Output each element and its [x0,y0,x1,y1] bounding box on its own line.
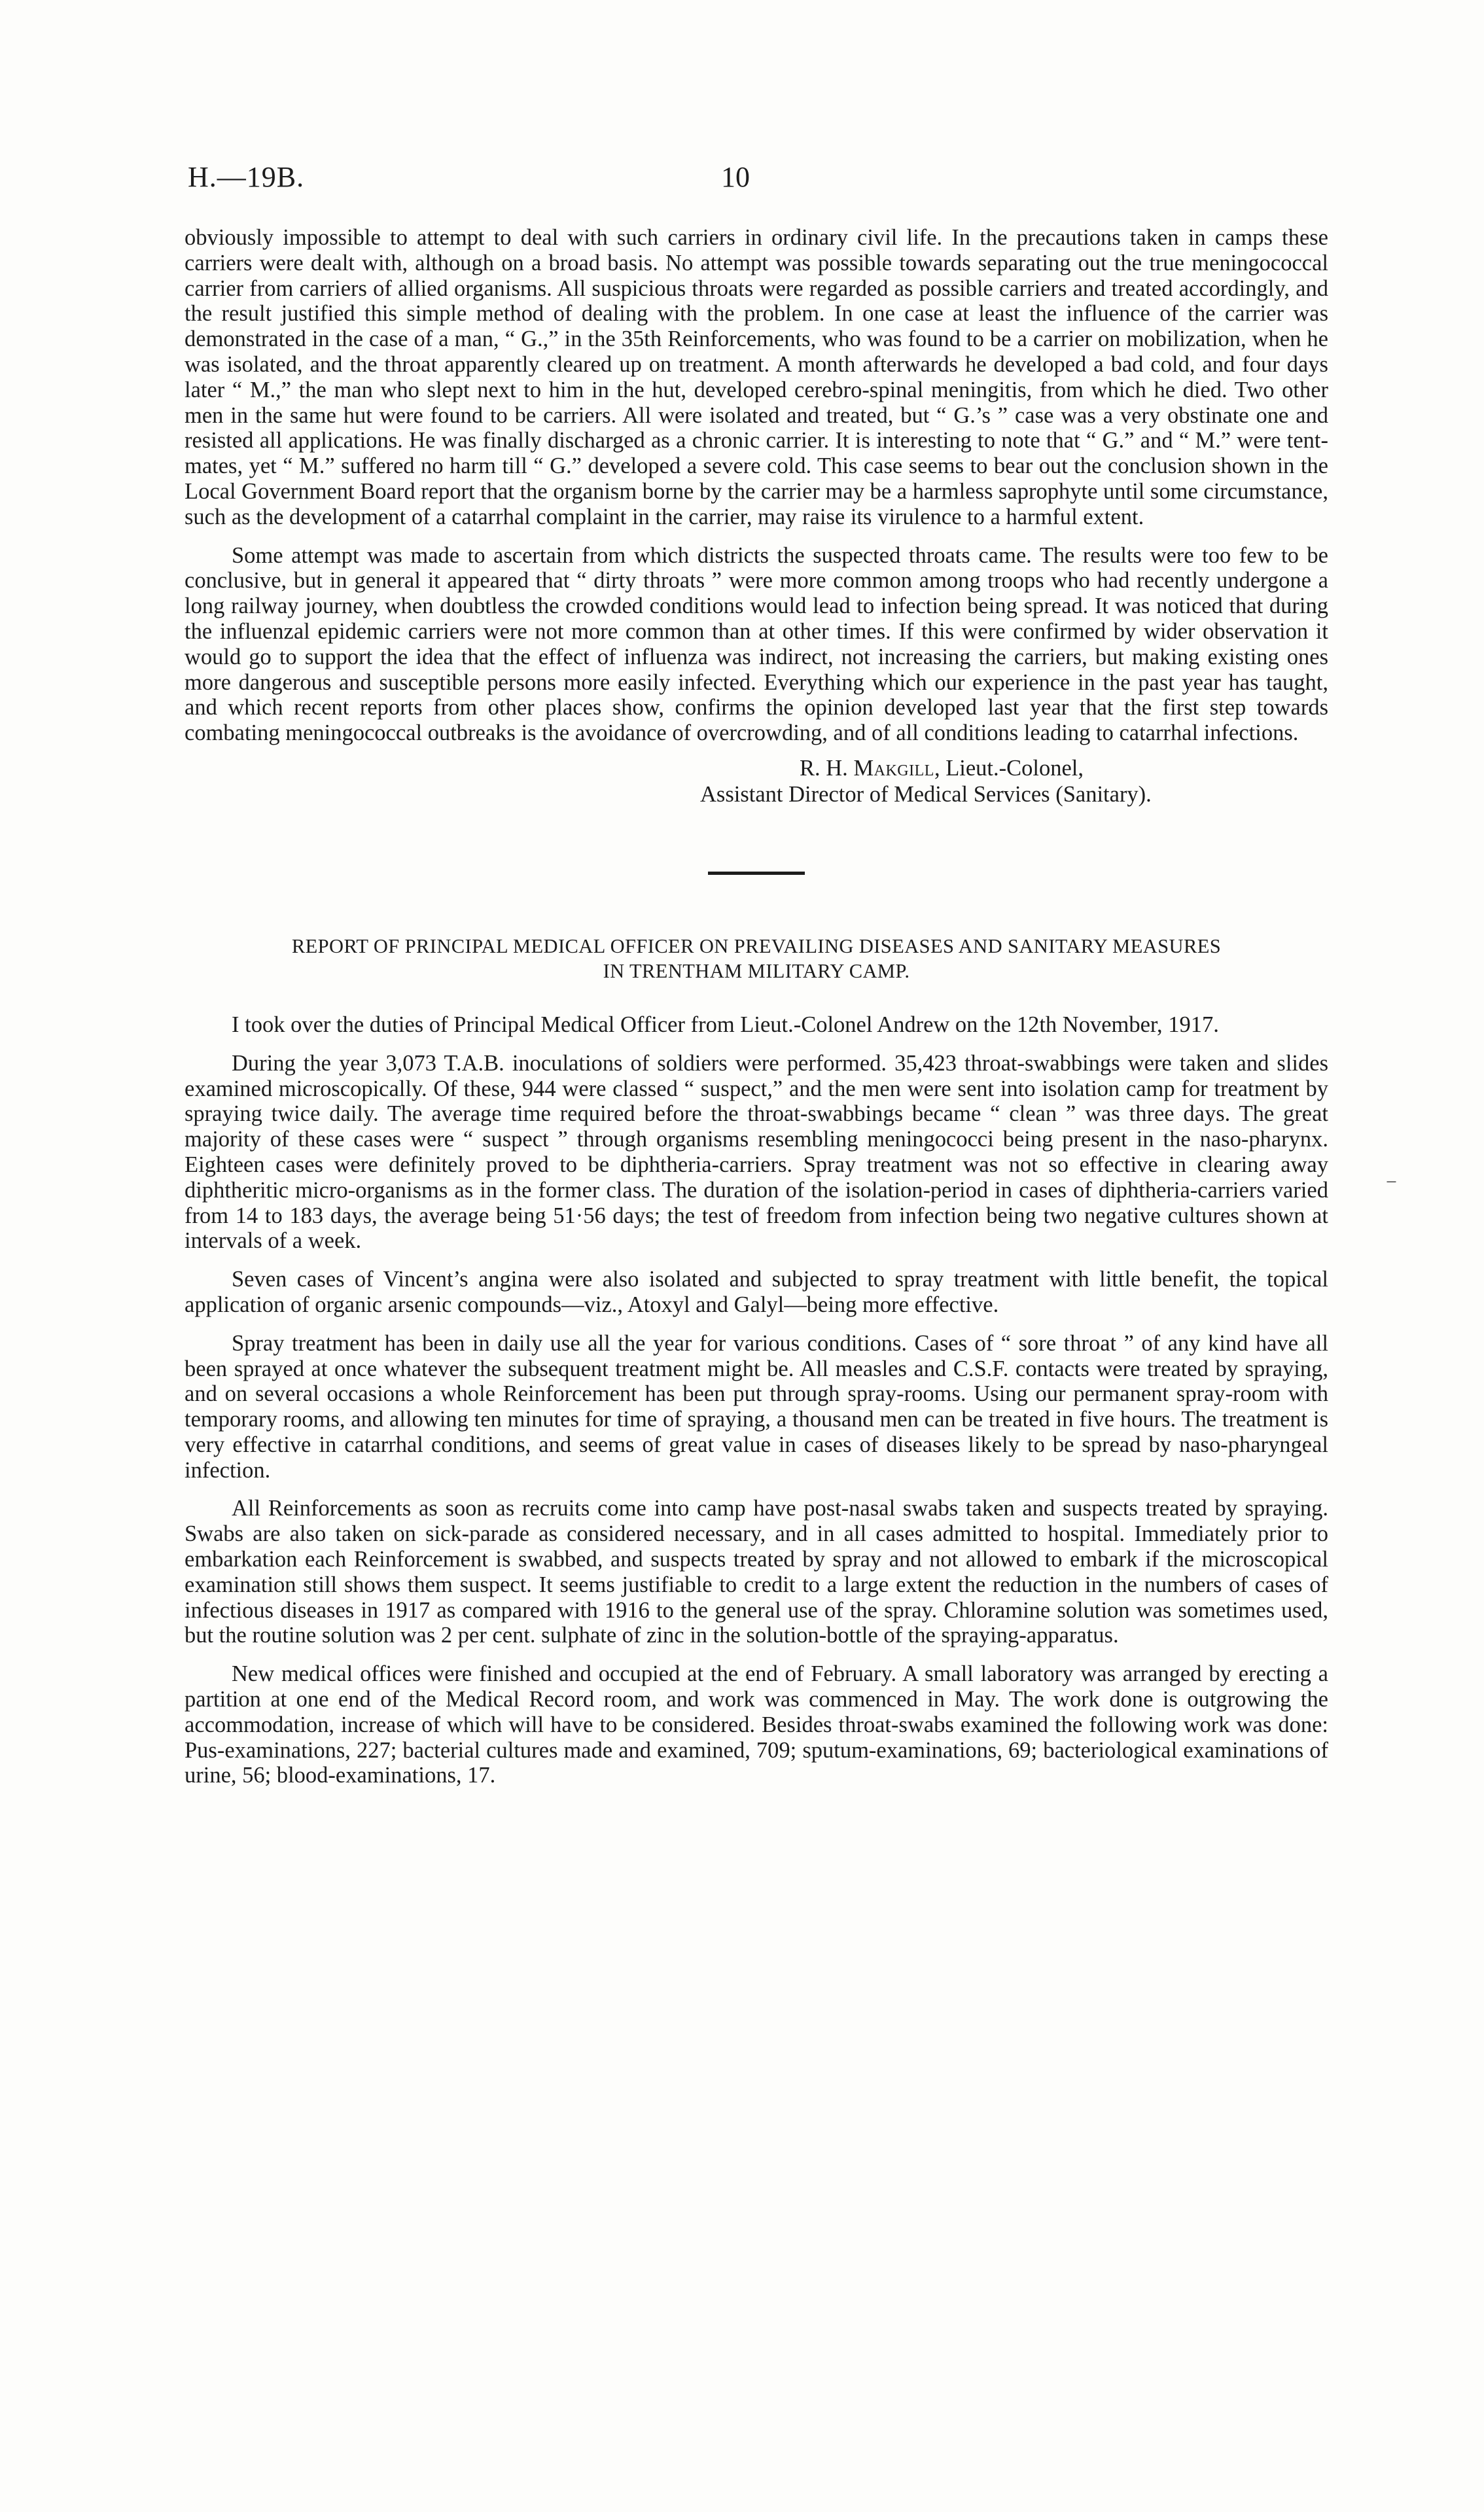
signature-initials: R. H. [800,755,848,781]
signature-title: Assistant Director of Medical Services (Sanitary). [700,781,1152,807]
report-heading-line-1: REPORT OF PRINCIPAL MEDICAL OFFICER ON PREVAILING DISEASES AND SANITARY MEASURES [291,934,1222,957]
margin-mark: − [1386,1171,1397,1193]
report-paragraph-3: Seven cases of Vincent’s angina were also isolated and subjected to spray treatment with little benefit, the topical application of organic arsenic compounds—viz., Atoxyl and Galyl—being more effective. [185,1267,1328,1317]
signature-block [185,755,1328,807]
signature-rank: , Lieut.-Colonel, [934,755,1084,781]
report-heading-line-2: IN TRENTHAM MILITARY CAMP. [603,959,910,982]
report-heading [185,934,1328,983]
page-body [185,225,1328,1788]
report-paragraph-5: All Reinforcements as soon as recruits come into camp have post-nasal swabs taken and suspects treated by spraying. Swabs are also taken on sick-parade as considered necessary, and in all cases admitted to hospital. Immediately prior to embarkation each Reinforcement is swabbed, and suspects treated by spray and not allowed to embark if the microscopical examination still shows them suspect. It seems justifiable to credit to a large extent the reduction in the numbers of cases of infectious diseases in 1917 as compared with 1916 to the general use of the spray. Chloramine solution was sometimes used, but the routine solution was 2 per cent. sulphate of zinc in the solution-bottle of the spraying-apparatus. [185,1496,1328,1648]
signature-surname: Makgill [853,755,934,781]
continued-paragraph-1: obviously impossible to attempt to deal with such carriers in ordinary civil life. In the precautions taken in camps these carriers were dealt with, although on a broad basis. No attempt was possible towards separating out the true meningococcal carrier from carriers of allied organisms. All suspicious throats were regarded as possible carriers and treated accordingly, and the result justified this simple method of dealing with the problem. In one case at least the influence of the carrier was demonstrated in the case of a man, “ G.,” in the 35th Reinforcements, who was found to be a carrier on mobilization, when he was isolated, and the throat apparently cleared up on treatment. A month afterwards he developed a bad cold, and four days later “ M.,” the man who slept next to him in the hut, developed cerebro-spinal meningitis, from which he died. Two other men in the same hut were found to be carriers. All were isolated and treated, but “ G.’s ” case was a very obstinate one and resisted all applications. He was finally discharged as a chronic carrier. It is interesting to note that “ G.” and “ M.” were tent-mates, yet “ M.” suffered no harm till “ G.” developed a severe cold. This case seems to bear out the conclusion shown in the Local Government Board report that the organism borne by the carrier may be a harmless saprophyte until some circumstance, such as the development of a catarrhal complaint in the carrier, may raise its virulence to a harmful extent. [185,225,1328,529]
continued-paragraph-2: Some attempt was made to ascertain from which districts the suspected throats came. The results were too few to be conclusive, but in general it appeared that “ dirty throats ” were more common among troops who had recently undergone a long railway journey, when doubtless the crowded conditions would lead to infection being spread. It was noticed that during the influenzal epidemic carriers were not more common than at other times. If this were confirmed by wider observation it would go to support the idea that the effect of influenza was indirect, not increasing the carriers, but making existing ones more dangerous and susceptible persons more easily infected. Everything which our experience in the past year has taught, and which recent reports from other places show, confirms the opinion developed last year that the first step towards combating meningococcal outbreaks is the avoidance of overcrowding, and of all conditions leading to catarrhal infections. [185,542,1328,746]
report-paragraph-2: During the year 3,073 T.A.B. inoculations of soldiers were performed. 35,423 throat-swabbings were taken and slides examined microscopically. Of these, 944 were classed “ suspect,” and the men were sent into isolation camp for treatment by spraying twice daily. The average time required before the throat-swabbings became “ clean ” was three days. The great majority of these cases were “ suspect ” through organisms resembling meningococci being present in the naso-pharynx. Eighteen cases were definitely proved to be diphtheria-carriers. Spray treatment was not so effective in clearing away diphtheritic micro-organisms as in the former class. The duration of the isolation-period in cases of diphtheria-carriers varied from 14 to 183 days, the average being 51·56 days; the test of freedom from infection being two negative cultures shown at intervals of a week. [185,1050,1328,1254]
document-reference: H.—19B. [188,161,305,193]
report-paragraph-4: Spray treatment has been in daily use all the year for various conditions. Cases of “ sore throat ” of any kind have all been sprayed at once whatever the subsequent treatment might be. All measles and C.S.F. contacts were treated by spraying, and on several occasions a whole Reinforcement has been put through spray-rooms. Using our permanent spray-room with temporary rooms, and allowing ten minutes for time of spraying, a thousand men can be treated in five hours. The treatment is very effective in catarrhal conditions, and seems of great value in cases of diseases likely to be spread by naso-pharyngeal infection. [185,1330,1328,1483]
report-paragraph-1: I took over the duties of Principal Medical Officer from Lieut.-Colonel Andrew on the 12th November, 1917. [232,1012,1219,1037]
signature-name-line [185,755,1328,781]
page-number: 10 [721,161,750,193]
section-divider [708,872,805,875]
report-paragraph-6: New medical offices were finished and occupied at the end of February. A small laboratory was arranged by erecting a partition at one end of the Medical Record room, and work was commenced in May. The work done is outgrowing the accommodation, increase of which will have to be considered. Besides throat-swabs examined the following work was done: Pus-examinations, 227; bacterial cultures made and examined, 709; sputum-examinations, 69; bacteriological examinations of urine, 56; blood-examinations, 17. [185,1661,1328,1788]
